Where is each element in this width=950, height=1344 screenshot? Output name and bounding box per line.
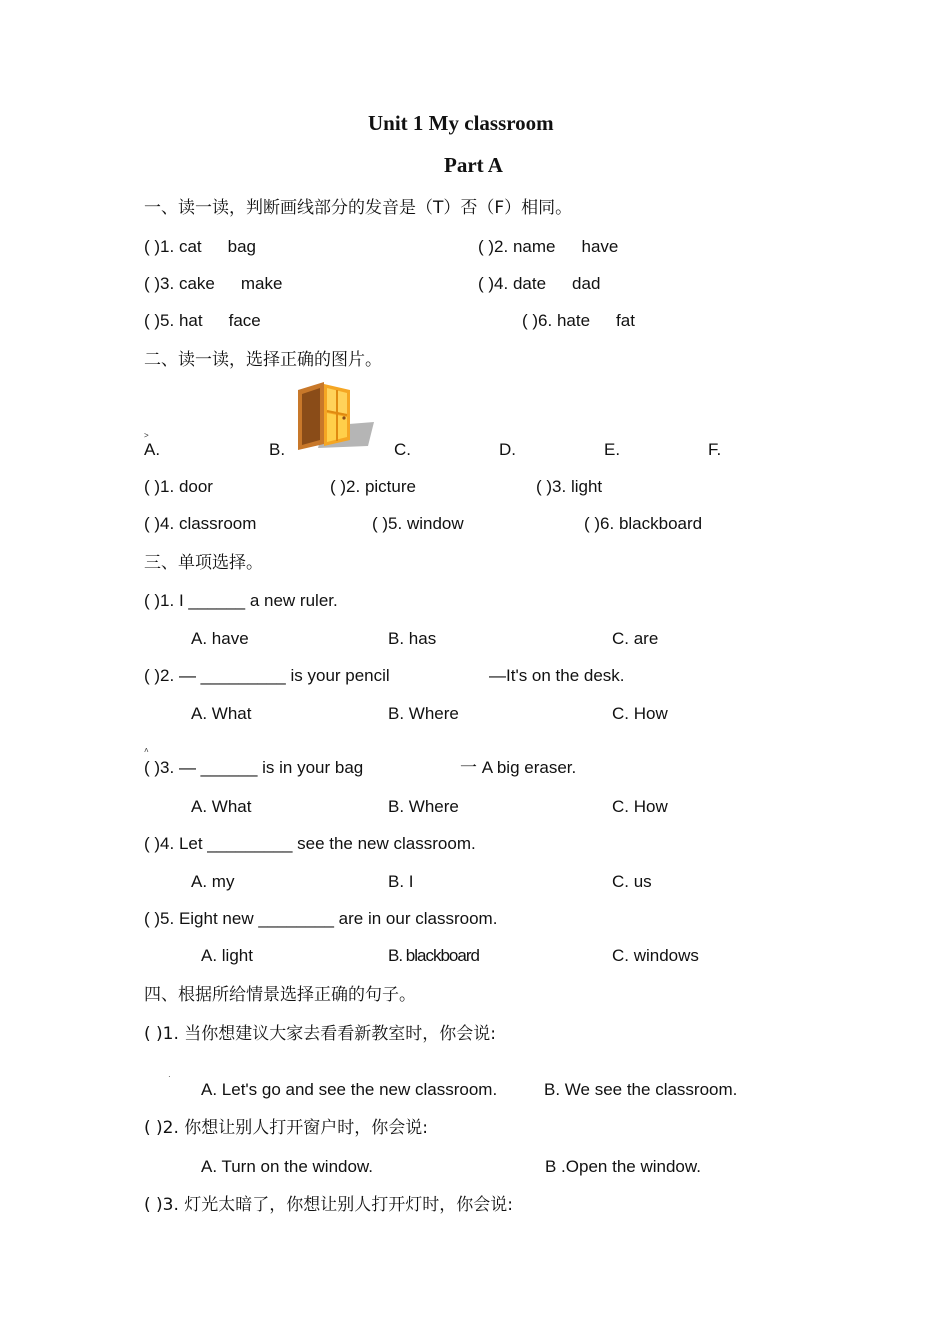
s3-q3-option-a: A. What [191,797,252,816]
picture-label-b: B. [269,440,286,459]
s1-item-4: ( )4. date dad [478,274,601,293]
s3-question-5: ( )5. Eight new ________ are in our classroom. [144,909,498,928]
s3-q1-option-c: C. are [612,629,659,648]
section1-heading: 一、读一读，判断画线部分的发音是（T）否（F）相同。 [144,198,573,218]
s2-item-5: ( )5. window [372,514,464,533]
page-title: Unit 1 My classroom [368,111,554,135]
s4-q2-option-b: B .Open the window. [545,1157,701,1176]
s3-q4-option-a: A. my [191,872,235,891]
section3-heading: 三、单项选择。 [144,553,263,573]
s4-question-2: ( )2. 你想让别人打开窗户时，你会说: [144,1118,429,1138]
s2-item-1: ( )1. door [144,477,213,496]
s3-q2-option-c: C. How [612,704,668,723]
s4-q1-option-a: A. Let's go and see the new classroom. [201,1080,498,1099]
s1-item-3: ( )3. cake make [144,274,283,293]
section4-heading: 四、根据所给情景选择正确的句子。 [144,985,416,1005]
s4-q2-option-a: A. Turn on the window. [201,1157,373,1176]
tiny-caret: ˄ [144,746,149,755]
s1-item-1: ( )1. cat bag [144,237,256,256]
tiny-mark: ˃ [144,431,149,440]
s3-question-4: ( )4. Let _________ see the new classroom. [144,834,476,853]
s1-item-2: ( )2. name have [478,237,619,256]
s4-question-3: ( )3. 灯光太暗了，你想让别人打开灯时，你会说: [144,1195,514,1215]
picture-label-d: D. [499,440,516,459]
s3-q2-option-a: A. What [191,704,252,723]
s3-q2-option-b: B. Where [388,704,459,723]
s3-q5-option-b: B. blackboard [388,946,479,965]
section2-heading: 二、读一读，选择正确的图片。 [144,350,382,370]
s3-question-2: ( )2. — _________ is your pencil [144,666,390,685]
s2-item-6: ( )6. blackboard [584,514,703,533]
s3-q4-option-b: B. I [388,872,414,891]
s3-question-1: ( )1. I ______ a new ruler. [144,591,338,610]
s3-question-3: ( )3. — ______ is in your bag [144,758,364,777]
s3-q5-option-a: A. light [201,946,253,965]
s1-item-6: ( )6. hate fat [522,311,635,330]
s3-q2-answer: —It's on the desk. [489,666,625,685]
s3-q1-option-b: B. has [388,629,437,648]
tiny-dot: · [168,1072,171,1081]
picture-label-e: E. [604,440,621,459]
s4-question-1: ( )1. 当你想建议大家去看看新教室时，你会说: [144,1024,497,1044]
s2-item-2: ( )2. picture [330,477,416,496]
picture-label-c: C. [394,440,411,459]
picture-label-a: A. [144,440,161,459]
picture-label-f: F. [708,440,722,459]
s3-q1-option-a: A. have [191,629,249,648]
door-icon [298,382,378,452]
part-title: Part A [444,153,503,177]
s3-q3-answer: 一 A big eraser. [460,758,577,777]
s3-q4-option-c: C. us [612,872,652,891]
s1-item-5: ( )5. hat face [144,311,261,330]
s3-q3-option-c: C. How [612,797,668,816]
s2-item-3: ( )3. light [536,477,603,496]
s3-q5-option-c: C. windows [612,946,699,965]
s3-q3-option-b: B. Where [388,797,459,816]
s2-item-4: ( )4. classroom [144,514,257,533]
s4-q1-option-b: B. We see the classroom. [544,1080,738,1099]
